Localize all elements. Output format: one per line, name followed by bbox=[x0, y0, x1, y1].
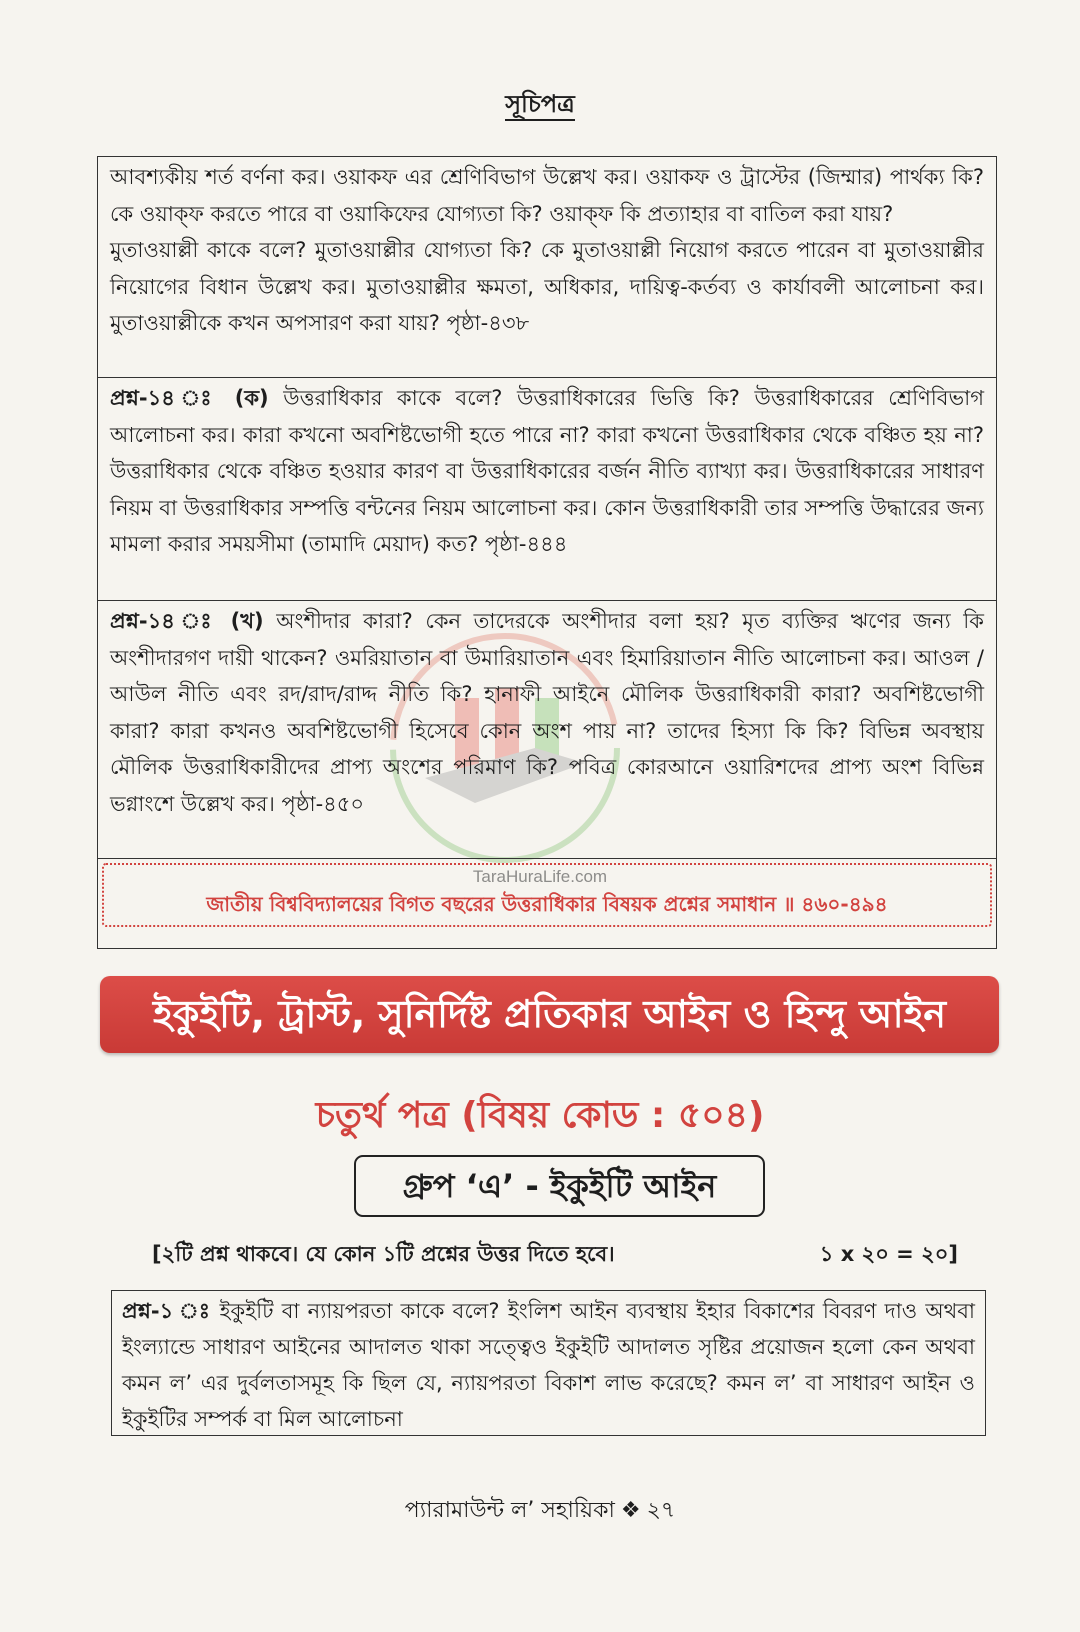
book-name: প্যারামাউন্ট ল’ সহায়িকা bbox=[404, 1498, 615, 1523]
section-banner: ইকুইটি, ট্রাস্ট, সুনির্দিষ্ট প্রতিকার আইন ও হিন্দু আইন bbox=[100, 976, 999, 1053]
nu-solutions-text: জাতীয় বিশ্ববিদ্যালয়ের বিগত বছরের উত্তরাধিকার বিষয়ক প্রশ্নের সমাধান ॥ ৪৬০-৪৯৪ bbox=[206, 892, 888, 916]
question-text: অংশীদার কারা? কেন তাদেরকে অংশীদার বলা হয়? মৃত ব্যক্তির ঋণের জন্য কি অংশীদারগণ দায়ী থাকেন? ওমরিয়াতান বা উমারিয়াতান এবং হিমারিয়াতান নীতি আলোচনা কর। আওল / আউল নীতি এবং রদ/রাদ/রাদ্দ নীতি কি? হানাফী আইনে মৌলিক উত্তরাধিকারী কারা? অবশিষ্টভোগী কারা? কারা কখনও অবশিষ্টভোগী হিসেবে কোন অংশ পায় না? তাদের হিস্যা কি কি? বিভিন্ন অবস্থায় মৌলিক উত্তরাধিকারীদের প্রাপ্য অংশের পরিমাণ কি? পবিত্র কোরআনে ওয়ারিশদের প্রাপ্য অংশ বিভিন্ন ভগ্নাংশে উল্লেখ কর। পৃষ্ঠা-৪৫০ bbox=[110, 609, 984, 816]
toc-row-waqf bbox=[98, 157, 996, 378]
group-title-box bbox=[354, 1155, 765, 1217]
question-text: ইকুইটি বা ন্যায়পরতা কাকে বলে? ইংলিশ আইন ব্যবস্থায় ইহার বিকাশের বিবরণ দাও অথবা ইংল্যান্ডে সাধারণ আইনের আদালত থাকা সত্ত্বেও ইকুইটি আদালত সৃষ্টির প্রয়োজন হলো কেন অথবা কমন ল’ এর দুর্বলতাসমূহ কি ছিল যে, ন্যায়পরতা বিকাশ লাভ করেছে? কমন ল’ বা সাধারণ আইন ও ইকুইটির সম্পর্ক বা মিল আলোচনা bbox=[122, 1299, 975, 1431]
question-label: প্রশ্ন-১৪ ঃ (খ) bbox=[110, 609, 264, 633]
toc-row-text: মুতাওয়াল্লী কাকে বলে? মুতাওয়াল্লীর যোগ্যতা কি? কে মুতাওয়াল্লী নিয়োগ করতে পারেন বা মুতাওয়াল্লীর নিয়োগের বিধান উল্লেখ কর। মুতাওয়াল্লীর ক্ষমতা, অধিকার, দায়িত্ব-কর্তব্য ও কার্যাবলী আলোচনা কর। মুতাওয়াল্লীকে কখন অপসারণ করা যায়? পৃষ্ঠা-৪৩৮ bbox=[110, 238, 984, 335]
toc-row-paragraph bbox=[110, 380, 984, 563]
question-text: উত্তরাধিকার কাকে বলে? উত্তরাধিকারের ভিত্তি কি? উত্তরাধিকারের শ্রেণিবিভাগ আলোচনা কর। কারা কখনো অবশিষ্টভোগী হতে পারে না? কারা কখনো উত্তরাধিকার থেকে বঞ্চিত হয় না? উত্তরাধিকার থেকে বঞ্চিত হওয়ার কারণ বা উত্তরাধিকারের বর্জন নীতি ব্যাখ্যা কর। উত্তরাধিকারের সাধারণ নিয়ম বা উত্তরাধিকার সম্পত্তি বন্টনের নিয়ম আলোচনা কর। কোন উত্তরাধিকারী তার সম্পত্তি উদ্ধারের জন্য মামলা করার সময়সীমা (তামাদি মেয়াদ) কত? পৃষ্ঠা-৪৪৪ bbox=[110, 386, 984, 556]
page-number: ২৭ bbox=[646, 1498, 676, 1523]
question-paragraph bbox=[122, 1293, 975, 1436]
toc-row-paragraph bbox=[110, 603, 984, 822]
toc-table bbox=[97, 156, 997, 949]
toc-row-question-14a bbox=[98, 378, 996, 601]
instruction-marks: ১ x ২০ = ২০] bbox=[819, 1242, 958, 1266]
paper-title: চতুর্থ পত্র (বিষয় কোড : ৫০৪) bbox=[315, 1095, 765, 1136]
toc-row-question-14b bbox=[98, 601, 996, 859]
page-title-text: সূচিপত্র bbox=[505, 90, 575, 121]
page-footer bbox=[0, 1494, 1080, 1528]
page-title bbox=[0, 86, 1080, 122]
exam-instruction bbox=[152, 1236, 958, 1272]
group-title: গ্রুপ ‘এ’ - ইকুইটি আইন bbox=[402, 1167, 717, 1205]
ornament-icon: ❖ bbox=[620, 1498, 641, 1523]
watermark-text: TaraHuraLife.com bbox=[472, 867, 608, 886]
toc-row-text: আবশ্যকীয় শর্ত বর্ণনা কর। ওয়াকফ এর শ্রেণিবিভাগ উল্লেখ কর। ওয়াকফ ও ট্রাস্টের (জিম্মার) পার্থক্য কি? কে ওয়াক্‌ফ করতে পারে বা ওয়াকিফের যোগ্যতা কি? ওয়াক্‌ফ কি প্রত্যাহার বা বাতিল করা যায়? bbox=[110, 165, 984, 226]
instruction-text: [২টি প্রশ্ন থাকবে। যে কোন ১টি প্রশ্নের উত্তর দিতে হবে। bbox=[152, 1242, 615, 1266]
question-label: প্রশ্ন-১৪ ঃ (ক) bbox=[110, 386, 269, 410]
question-1-box bbox=[111, 1290, 986, 1436]
question-label: প্রশ্ন-১ ঃ bbox=[122, 1299, 212, 1323]
